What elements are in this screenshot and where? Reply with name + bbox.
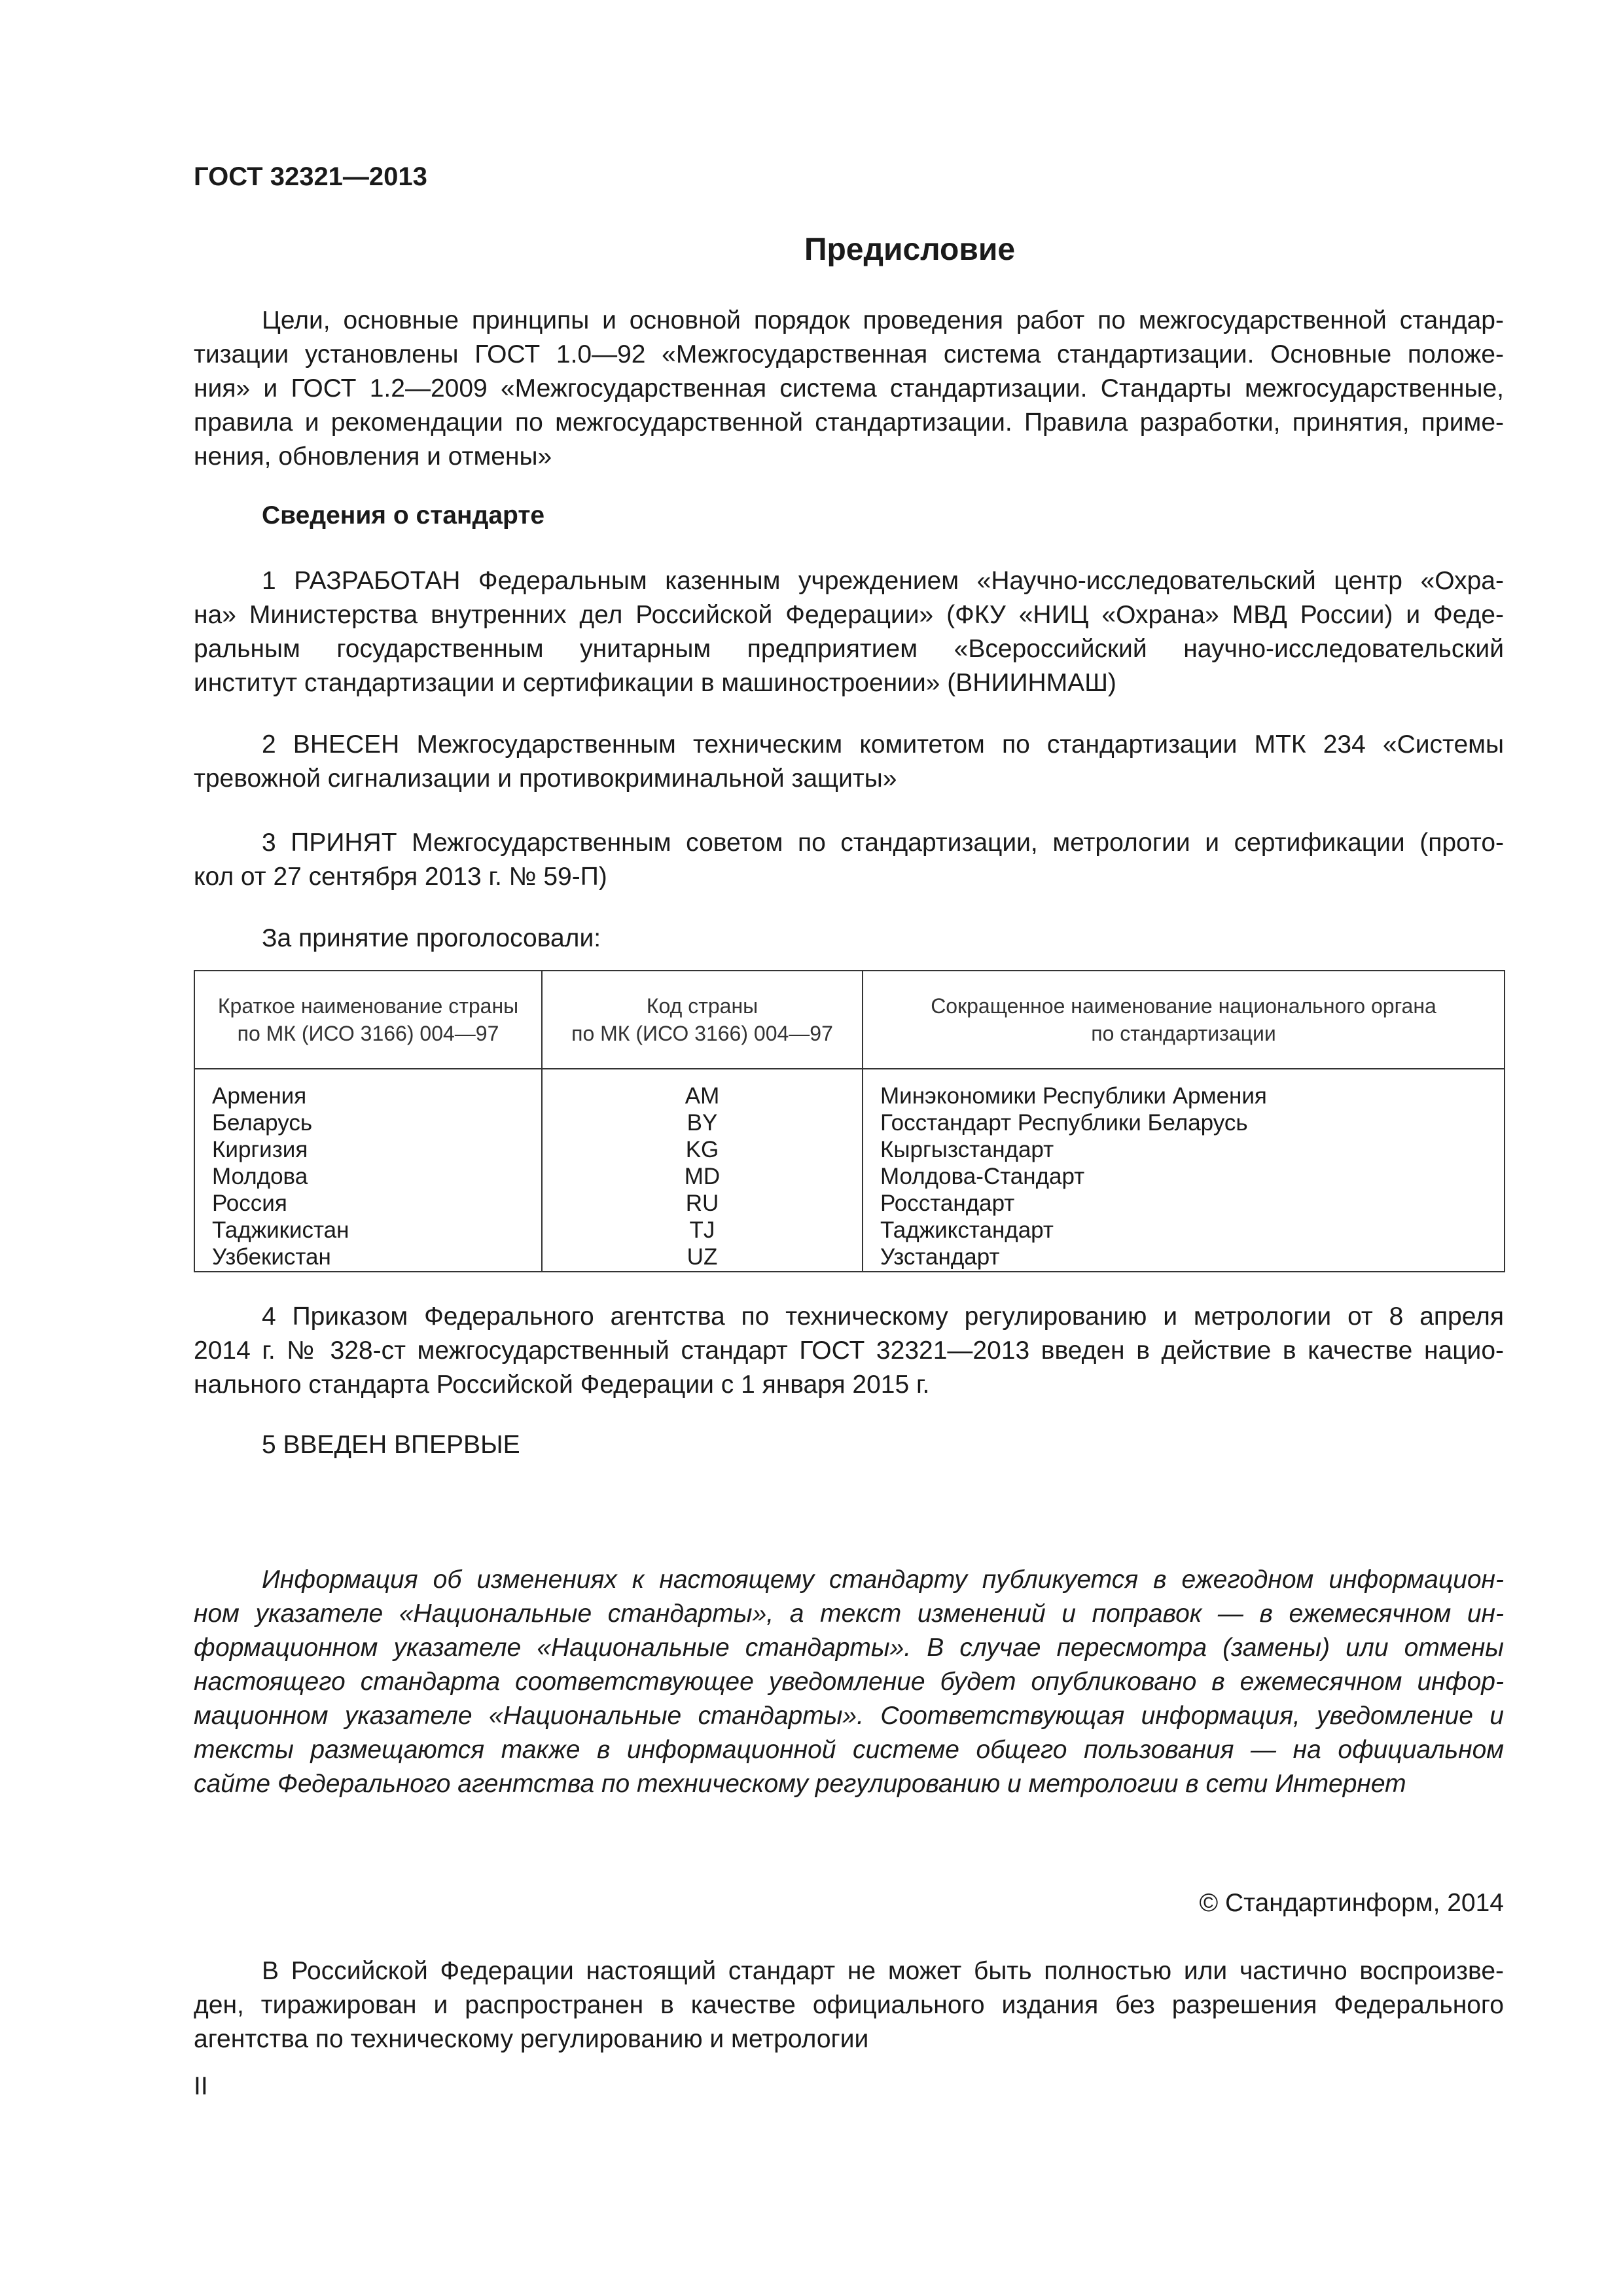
copyright: © Стандартинформ, 2014 — [1199, 1889, 1504, 1917]
country-name: Киргизия — [212, 1137, 308, 1162]
national-body: Молдова-Стандарт — [880, 1164, 1085, 1189]
foreword-title: Предисловие — [804, 232, 1016, 267]
country-code-column — [542, 1069, 863, 1272]
item-1-line: институт стандартизации и сертификации в машиностроении» (ВНИИНМАШ) — [194, 669, 1116, 697]
voting-table — [194, 970, 1505, 1272]
rights-line: В Российской Федерации настоящий стандарт не может быть полностью или частично воспроизве- — [262, 1957, 1504, 1985]
info-line: настоящего стандарта соответствующее уведомление будет опубликовано в ежемесячном инфор- — [194, 1668, 1504, 1696]
item-3-paragraph — [194, 826, 1504, 894]
item-3-line: 3 ПРИНЯТ Межгосударственным советом по стандартизации, метрологии и сертификации (прото- — [262, 829, 1504, 857]
intro-line: ния» и ГОСТ 1.2—2009 «Межгосударственная система стандартизации. Стандарты межгосударственные, — [194, 374, 1504, 403]
item-1-line: ральным государственным унитарным предприятием «Всероссийский научно-исследовательский — [194, 635, 1504, 663]
item-4-line: 2014 г. № 328-ст межгосударственный стандарт ГОСТ 32321—2013 введен в действие в качестве нацио- — [194, 1336, 1504, 1365]
header-country-name: Краткое наименование страны по МК (ИСО 3166) 004—97 — [194, 971, 542, 1069]
rights-line: агентства по техническому регулированию и метрологии — [194, 2025, 869, 2053]
national-body: Госстандарт Республики Беларусь — [880, 1110, 1248, 1136]
national-body: Таджикстандарт — [880, 1217, 1054, 1243]
country-code: KG — [685, 1137, 719, 1162]
header-country-code: Код страны по МК (ИСО 3166) 004—97 — [542, 971, 863, 1069]
item-2-line: тревожной сигнализации и противокриминальной защиты» — [194, 764, 897, 793]
national-body: Росстандарт — [880, 1191, 1015, 1216]
national-body: Узстандарт — [880, 1244, 1000, 1270]
rights-line: ден, тиражирован и распространен в качестве официального издания без разрешения Федерального — [194, 1991, 1504, 2019]
item-4-paragraph — [194, 1300, 1504, 1402]
intro-line: правила и рекомендации по межгосударственной стандартизации. Правила разработки, принятия, приме- — [194, 408, 1504, 437]
national-body: Минэкономики Республики Армения — [880, 1083, 1267, 1109]
country-name: Таджикистан — [212, 1217, 349, 1243]
intro-line: нения, обновления и отмены» — [194, 442, 552, 471]
info-line: Информация об изменениях к настоящему стандарту публикуется в ежегодном информацион- — [262, 1566, 1504, 1594]
voted-label: За принятие проголосовали: — [262, 924, 601, 952]
info-line: сайте Федерального агентства по техническому регулированию и метрологии в сети Интернет — [194, 1770, 1406, 1798]
intro-paragraph — [194, 304, 1504, 474]
item-5: 5 ВВЕДЕН ВПЕРВЫЕ — [262, 1431, 520, 1459]
item-1-line: 1 РАЗРАБОТАН Федеральным казенным учреждением «Научно-исследовательский центр «Охра- — [262, 567, 1504, 595]
intro-line: тизации установлены ГОСТ 1.0—92 «Межгосударственная система стандартизации. Основные положе- — [194, 340, 1504, 368]
header-national-body: Сокращенное наименование национального органа по стандартизации — [863, 971, 1505, 1069]
national-body: Кыргызстандарт — [880, 1137, 1054, 1162]
country-code: RU — [685, 1191, 719, 1216]
country-name: Беларусь — [212, 1110, 313, 1136]
country-code: MD — [684, 1164, 721, 1189]
document-id: ГОСТ 32321—2013 — [194, 162, 427, 191]
amendments-info-paragraph — [194, 1563, 1504, 1801]
info-line: тексты размещаются также в информационной системе общего пользования — на официальном — [194, 1736, 1504, 1764]
country-code: BY — [687, 1110, 718, 1136]
info-line: формационном указателе «Национальные стандарты». В случае пересмотра (замены) или отмены — [194, 1634, 1504, 1662]
info-line: ном указателе «Национальные стандарты», а текст изменений и поправок — в ежемесячном ин- — [194, 1600, 1504, 1628]
country-name: Россия — [212, 1191, 287, 1216]
item-4-line: нального стандарта Российской Федерации с 1 января 2015 г. — [194, 1371, 930, 1399]
country-code: AM — [685, 1083, 720, 1109]
item-1-paragraph — [194, 564, 1504, 700]
country-code: TJ — [689, 1217, 715, 1243]
standard-info-heading: Сведения о стандарте — [262, 501, 545, 529]
country-name-column — [194, 1069, 542, 1272]
item-3-line: кол от 27 сентября 2013 г. № 59-П) — [194, 863, 607, 891]
item-2-paragraph — [194, 728, 1504, 796]
national-body-column — [863, 1069, 1505, 1272]
page-number: II — [194, 2072, 208, 2100]
country-name: Армения — [212, 1083, 307, 1109]
intro-line: Цели, основные принципы и основной порядок проведения работ по межгосударственной стандар- — [262, 306, 1504, 334]
info-line: мационном указателе «Национальные стандарты». Соответствующая информация, уведомление и — [194, 1702, 1504, 1730]
country-name: Узбекистан — [212, 1244, 331, 1270]
item-1-line: на» Министерства внутренних дел Российской Федерации» (ФКУ «НИЦ «Охрана» МВД России) и Феде- — [194, 601, 1504, 629]
item-4-line: 4 Приказом Федерального агентства по техническому регулированию и метрологии от 8 апреля — [262, 1302, 1504, 1331]
item-2-line: 2 ВНЕСЕН Межгосударственным техническим комитетом по стандартизации МТК 234 «Системы — [262, 730, 1504, 759]
rights-paragraph — [194, 1954, 1504, 2056]
country-name: Молдова — [212, 1164, 308, 1189]
country-code: UZ — [687, 1244, 718, 1270]
